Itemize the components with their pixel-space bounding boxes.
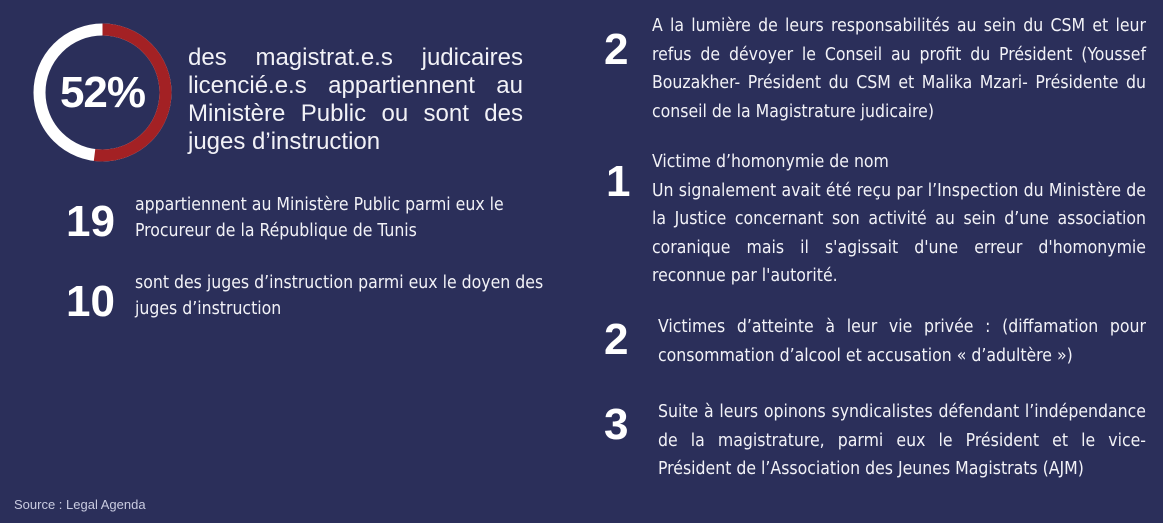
reason-text: A la lumière de leurs responsabilités au sein du CSM et leur refus de dévoyer le Conseil au profit du Président (Youssef Bouzakher- Président du CSM et Malika Mzari- Présidente du conseil de la Magistrature judicaire) bbox=[652, 16, 1146, 122]
reason-number: 2 bbox=[604, 25, 629, 74]
reason-number: 3 bbox=[604, 400, 629, 449]
reason-text: Victime d’homonymie de nom Un signalement avait été reçu par l’Inspection du Ministère de la Justice concernant son activité au sein d’une association coranique mais il s'agissait d'une erreur d'homonymie reconnue par l'autorité. bbox=[652, 152, 1146, 286]
reason-text: Victimes d’atteinte à leur vie privée : (diffamation pour consommation d’alcool et accusation « d’adultère ») bbox=[658, 317, 1146, 366]
reason-number: 2 bbox=[604, 315, 629, 364]
reason-text: Suite à leurs opinons syndicalistes défendant l’indépendance de la magistrature, parmi eux le Président et le vice-Président de l’Association des Jeunes Magistrats (AJM) bbox=[658, 402, 1146, 479]
stat-number: 19 bbox=[66, 197, 115, 246]
source-credit: Source : Legal Agenda bbox=[14, 497, 146, 512]
reason-number: 1 bbox=[606, 157, 631, 206]
stat-text: sont des juges d’instruction parmi eux le doyen des juges d’instruction bbox=[135, 273, 544, 319]
stat-text: appartiennent au Ministère Public parmi eux le Procureur de la République de Tunis bbox=[135, 195, 504, 241]
stat-number: 10 bbox=[66, 277, 115, 326]
highlight-text: des magistrat.e.s judicaires licencié.e.s appartiennent au Ministère Public ou sont des juges d’instruction bbox=[188, 44, 523, 155]
percentage-label: 52% bbox=[59, 67, 146, 117]
